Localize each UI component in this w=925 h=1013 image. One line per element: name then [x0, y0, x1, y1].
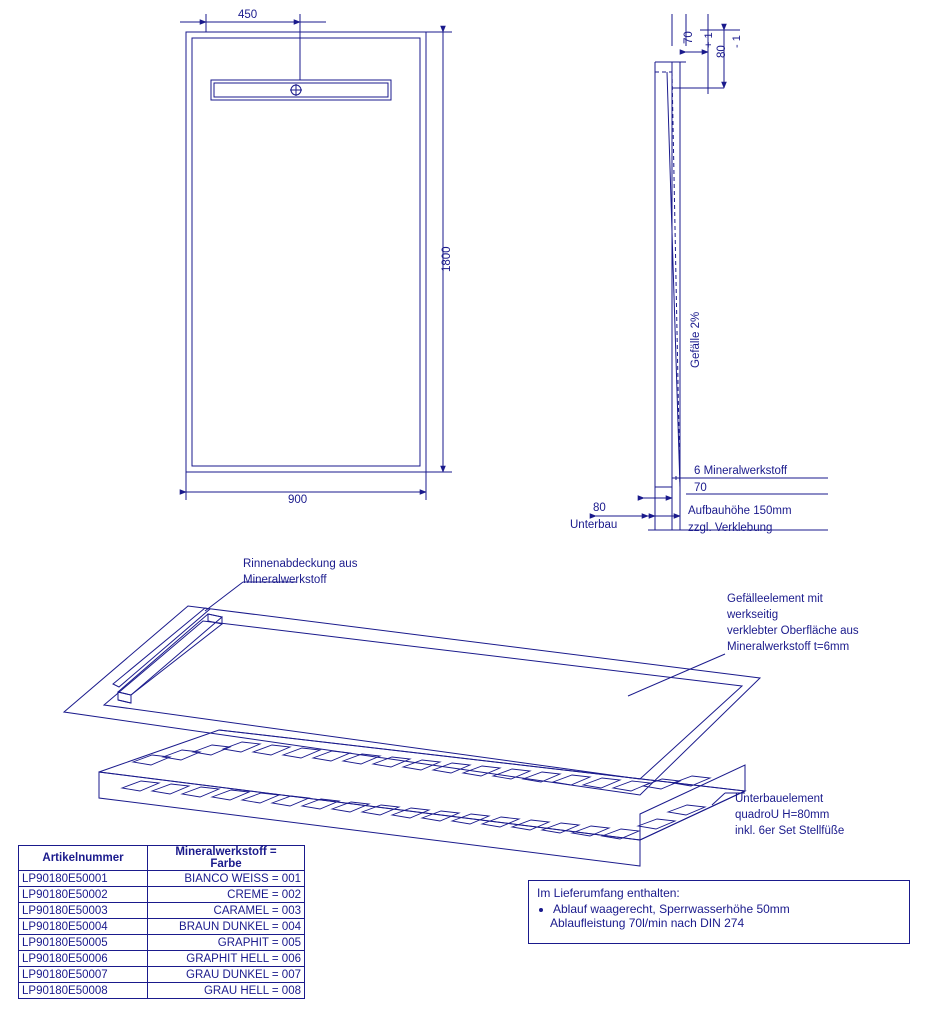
note-aufbauhoehe-line2: zzgl. Verklebung — [688, 522, 773, 534]
table-row — [19, 983, 305, 999]
cell-farbe: GRAU HELL = 008 — [148, 983, 305, 999]
table-row — [19, 887, 305, 903]
cell-artikelnummer: LP90180E50004 — [19, 919, 148, 935]
table-header-row — [19, 846, 305, 871]
scope-list — [537, 902, 901, 930]
cell-artikelnummer: LP90180E50008 — [19, 983, 148, 999]
cell-artikelnummer: LP90180E50007 — [19, 967, 148, 983]
callout-base-element-line2: quadroU H=80mm — [735, 809, 830, 821]
header-farbe-line2: Farbe — [210, 858, 242, 870]
note-mineral-material: 6 Mineralwerkstoff — [694, 465, 788, 477]
table-row — [19, 871, 305, 887]
label-unterbau: Unterbau — [570, 519, 618, 531]
callout-base-element-line1: Unterbauelement — [735, 793, 824, 805]
scope-of-delivery-box — [528, 880, 910, 944]
callout-slope-element-line4: Mineralwerkstoff t=6mm — [727, 641, 850, 653]
cell-artikelnummer: LP90180E50003 — [19, 903, 148, 919]
cell-artikelnummer: LP90180E50005 — [19, 935, 148, 951]
note-aufbauhoehe-line1: Aufbauhöhe 150mm — [688, 505, 792, 517]
cell-farbe: BRAUN DUNKEL = 004 — [148, 919, 305, 935]
header-artikelnummer: Artikelnummer — [19, 846, 148, 871]
callout-slope-element-line1: Gefälleelement mit — [727, 593, 823, 605]
header-farbe — [148, 846, 305, 871]
dim-1800-label: 1800 — [441, 246, 453, 272]
scope-item: Ablaufleistung 70l/min nach DIN 274 — [550, 916, 745, 930]
parts-table-body — [19, 871, 305, 999]
cell-farbe: GRAPHIT = 005 — [148, 935, 305, 951]
tolerance-plus-label: + 1 — [703, 32, 715, 48]
callout-base-element-line3: inkl. 6er Set Stellfüße — [735, 825, 845, 837]
dim-70-top-label: 70 — [683, 31, 695, 44]
dim-80-bottom-label: 80 — [593, 502, 606, 514]
header-farbe-line1: Mineralwerkstoff = — [175, 846, 277, 858]
callout-slope-element-line2: werkseitig — [727, 609, 779, 621]
callout-channel-cover-line2: Mineralwerkstoff — [243, 574, 327, 586]
cell-farbe: CARAMEL = 003 — [148, 903, 305, 919]
scope-item: • Ablauf waagerecht, Sperrwasserhöhe 50mm — [553, 902, 901, 916]
dim-450-label: 450 — [238, 9, 258, 21]
table-row — [19, 935, 305, 951]
cell-artikelnummer: LP90180E50002 — [19, 887, 148, 903]
cell-farbe: CREME = 002 — [148, 887, 305, 903]
scope-title: Im Lieferumfang enthalten: — [537, 886, 680, 900]
cell-artikelnummer: LP90180E50001 — [19, 871, 148, 887]
callout-slope-element-line3: verklebter Oberfläche aus — [727, 625, 859, 637]
slope-label: Gefälle 2% — [690, 311, 702, 368]
cell-farbe: GRAPHIT HELL = 006 — [148, 951, 305, 967]
dim-70-bottom-label: 70 — [694, 482, 707, 494]
tolerance-minus-label: - 1 — [731, 35, 743, 48]
table-row — [19, 951, 305, 967]
cell-farbe: GRAU DUNKEL = 007 — [148, 967, 305, 983]
dim-900-label: 900 — [288, 494, 308, 506]
table-row — [19, 903, 305, 919]
table-row — [19, 919, 305, 935]
parts-table — [18, 845, 305, 999]
callout-channel-cover-line1: Rinnenabdeckung aus — [243, 558, 358, 570]
dim-80-top-label: 80 — [716, 45, 728, 58]
cell-farbe: BIANCO WEISS = 001 — [148, 871, 305, 887]
cell-artikelnummer: LP90180E50006 — [19, 951, 148, 967]
table-row — [19, 967, 305, 983]
